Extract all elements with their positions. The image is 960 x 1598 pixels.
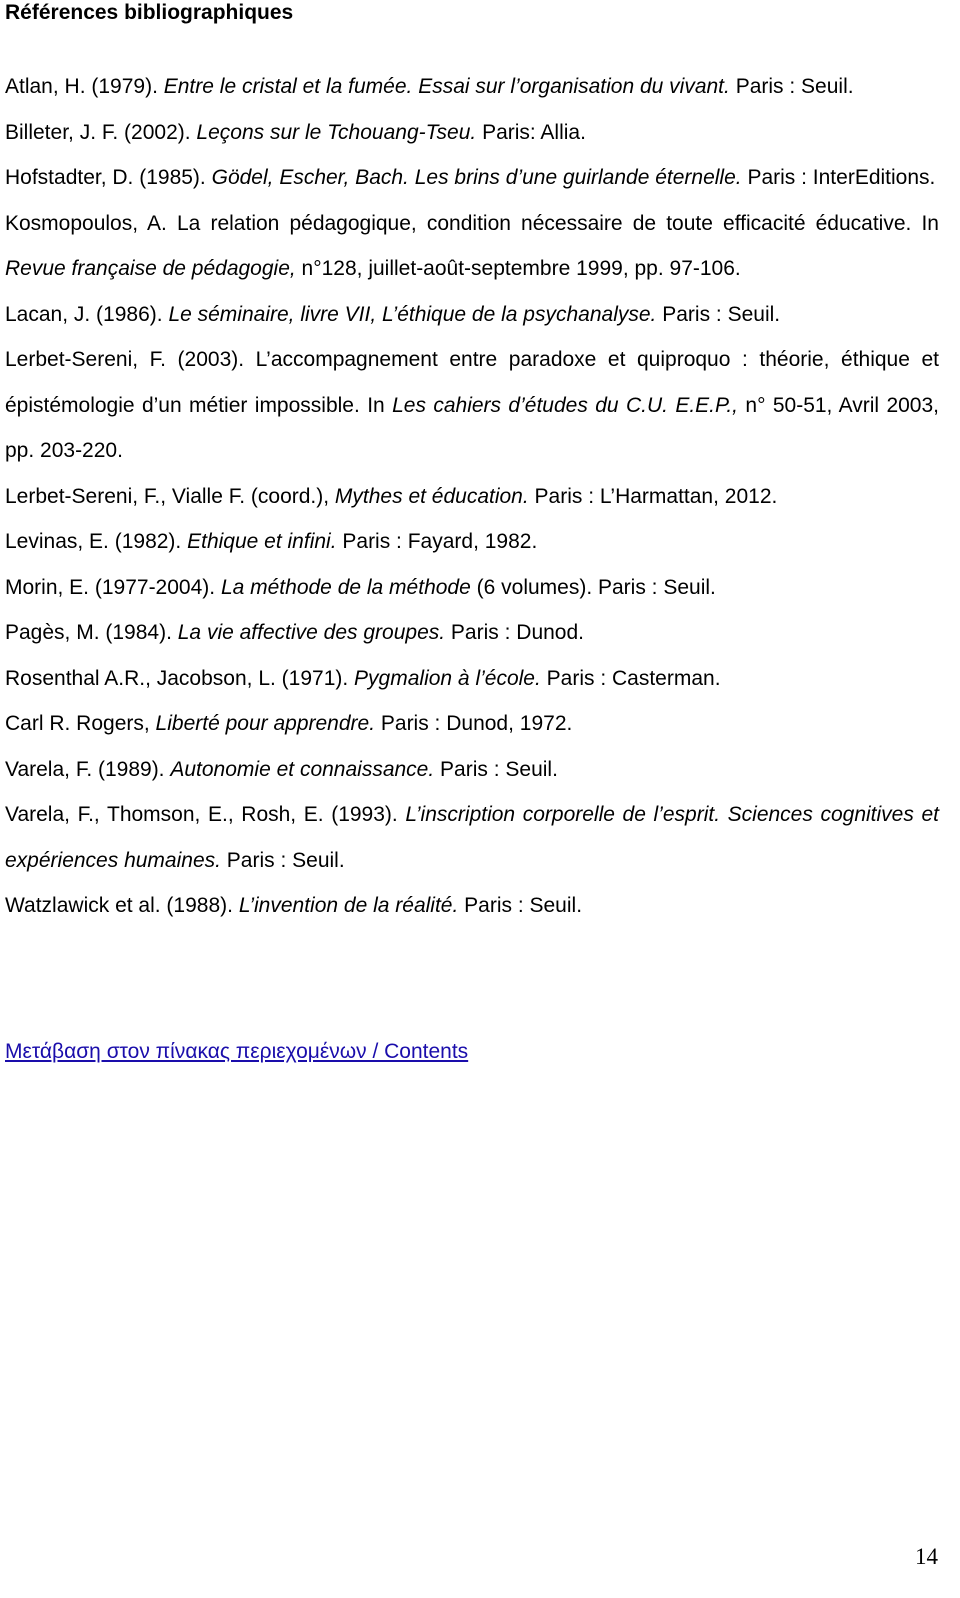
bibliography-entry (5, 747, 939, 793)
bibliography-entry (5, 792, 939, 883)
entry-text: Watzlawick et al. (1988). (5, 894, 239, 917)
bibliography-entry (5, 519, 939, 565)
entry-title: Pygmalion à l’école. (354, 666, 541, 690)
entry-publisher: n° 50-51, Avril 2003, pp. 203-220. (5, 393, 940, 462)
bibliography-entry (5, 64, 939, 110)
entry-title: La méthode de la méthode (220, 575, 471, 599)
entry-publisher: Paris : Seuil. (434, 757, 558, 781)
entry-text: Varela, F., Thomson, E., Rosh, E. (1993). (5, 803, 406, 826)
entry-title: Le séminaire, livre VII, L’éthique de la psychanalyse. (168, 302, 657, 326)
bibliography-list (5, 64, 939, 929)
entry-publisher: Paris : Dunod. (445, 621, 584, 644)
entry-title: Liberté pour apprendre. (155, 712, 376, 735)
entry-title: Revue française de pédagogie, (5, 257, 296, 280)
entry-text: Levinas, E. (1982). (5, 530, 188, 553)
entry-publisher: Paris : Fayard, 1982. (336, 530, 538, 553)
page-number: 14 (915, 1544, 938, 1569)
entry-title: Les cahiers d’études du C.U. E.E.P., (392, 393, 738, 417)
entry-title: Entre le cristal et la fumée. Essai sur l’organisation du vivant. (163, 75, 730, 98)
entry-title: Mythes et éducation. (334, 484, 529, 508)
bibliography-entry (5, 337, 939, 474)
entry-text: Billeter, J. F. (2002). (5, 120, 197, 144)
entry-title: L’inscription corporelle de l’esprit. Sciences cognitives et expériences humaines. (5, 803, 939, 872)
entry-publisher: Paris : InterEditions. (741, 166, 936, 189)
entry-text: Carl R. Rogers, (5, 712, 156, 735)
entry-publisher: Paris: Allia. (476, 120, 586, 144)
entry-publisher: Paris : Seuil. (656, 302, 781, 326)
bibliography-entry (5, 565, 939, 611)
entry-title: Ethique et infini. (187, 530, 337, 553)
entry-text: Morin, E. (1977-2004). (5, 575, 221, 599)
entry-publisher: Paris : Seuil. (458, 894, 583, 917)
entry-text: Varela, F. (1989). (5, 757, 171, 781)
entry-text: Lerbet-Sereni, F., Vialle F. (coord.), (5, 484, 335, 508)
bibliography-entry (5, 610, 939, 656)
entry-text: Rosenthal A.R., Jacobson, L. (1971). (5, 666, 355, 690)
entry-title: Gödel, Escher, Bach. Les brins d’une guirlande éternelle. (211, 166, 742, 189)
entry-title: La vie affective des groupes. (177, 621, 446, 644)
entry-text: Atlan, H. (1979). (5, 75, 164, 98)
entry-publisher: Paris : Dunod, 1972. (375, 712, 573, 735)
entry-title: Autonomie et connaissance. (170, 757, 435, 781)
bibliography-entry (5, 474, 939, 520)
bibliography-entry (5, 656, 939, 702)
bibliography-entry (5, 110, 939, 156)
bibliography-entry (5, 155, 939, 201)
entry-publisher: Paris : Casterman. (540, 666, 721, 690)
entry-publisher: Paris : L’Harmattan, 2012. (528, 484, 778, 508)
contents-link[interactable]: Μετάβαση στον πίνακας περιεχομένων / Contents (5, 1040, 469, 1063)
entry-text: Kosmopoulos, A. La relation pédagogique, condition nécessaire de toute efficacité éducative. In (5, 211, 939, 235)
entry-title: Leçons sur le Tchouang-Tseu. (196, 120, 477, 144)
entry-publisher: Paris : Seuil. (729, 75, 854, 98)
page-heading: Références bibliographiques (5, 1, 294, 24)
entry-text: Hofstadter, D. (1985). (5, 166, 212, 189)
bibliography-entry (5, 201, 939, 292)
entry-publisher: n°128, juillet-août-septembre 1999, pp. 97-106. (295, 257, 741, 280)
entry-title: L’invention de la réalité. (238, 894, 459, 917)
entry-publisher: (6 volumes). Paris : Seuil. (470, 575, 716, 599)
bibliography-entry (5, 292, 939, 338)
entry-text: Lerbet-Sereni, F. (2003). L’accompagnement entre paradoxe et quiproquo : théorie, éthique et épistémologie d’un métier impossible. In (5, 348, 939, 417)
bibliography-entry (5, 883, 939, 929)
entry-text: Lacan, J. (1986). (5, 302, 169, 326)
entry-publisher: Paris : Seuil. (220, 848, 345, 872)
bibliography-entry (5, 701, 939, 747)
entry-text: Pagès, M. (1984). (5, 621, 178, 644)
